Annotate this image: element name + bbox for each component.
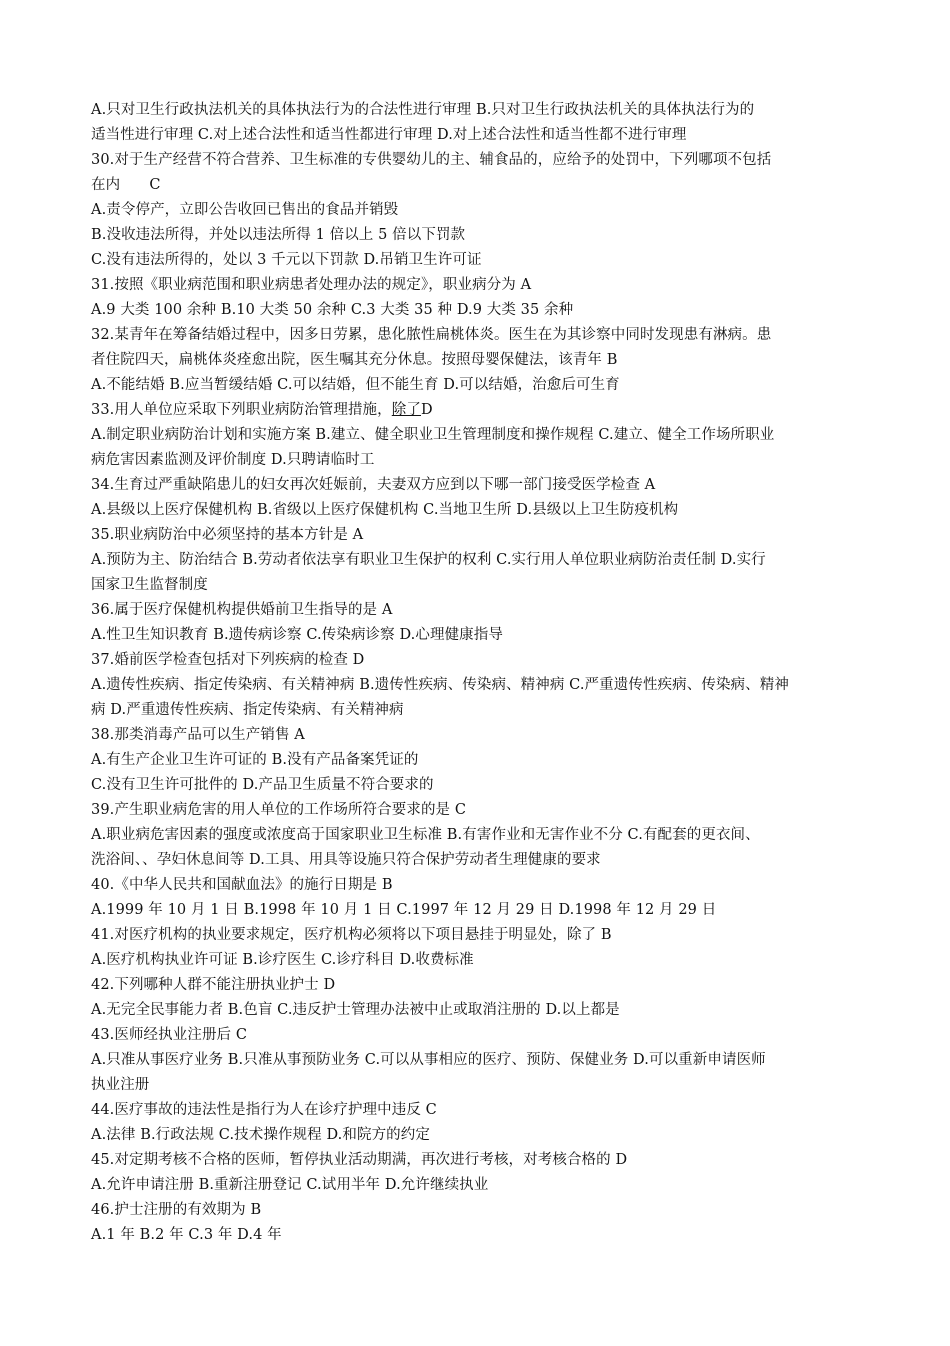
question-44: 44.医疗事故的违法性是指行为人在诊疗护理中违反 C bbox=[91, 1102, 437, 1118]
text-line: 国家卫生监督制度 bbox=[91, 577, 208, 593]
text-line: A.不能结婚 B.应当暂缓结婚 C.可以结婚，但不能生育 D.可以结婚，治愈后可生育 bbox=[91, 377, 620, 393]
text-line: 执业注册 bbox=[91, 1077, 150, 1093]
question-45: 45.对定期考核不合格的医师，暂停执业活动期满，再次进行考核，对考核合格的 D bbox=[91, 1152, 628, 1168]
text-line: A.县级以上医疗保健机构 B.省级以上医疗保健机构 C.当地卫生所 D.县级以上卫生防疫机构 bbox=[91, 502, 679, 518]
text-line: B.没收违法所得，并处以违法所得 1 倍以上 5 倍以下罚款 bbox=[91, 227, 466, 243]
text-line: A.医疗机构执业许可证 B.诊疗医生 C.诊疗科目 D.收费标准 bbox=[91, 952, 474, 968]
question-30: 30.对于生产经营不符合营养、卫生标准的专供婴幼儿的主、辅食品的，应给予的处罚中，下列哪项不包括 bbox=[91, 152, 772, 168]
answer-letter: D bbox=[420, 402, 433, 418]
text-line: A.无完全民事能力者 B.色盲 C.违反护士管理办法被中止或取消注册的 D.以上都是 bbox=[91, 1002, 620, 1018]
question-42: 42.下列哪种人群不能注册执业护士 D bbox=[91, 977, 336, 993]
text-line: A.允许申请注册 B.重新注册登记 C.试用半年 D.允许继续执业 bbox=[91, 1177, 489, 1193]
text-line: A.职业病危害因素的强度或浓度高于国家职业卫生标准 B.有害作业和无害作业不分 C.有配套的更衣间、 bbox=[91, 827, 760, 843]
text-line: 在内 C bbox=[91, 177, 161, 193]
question-43: 43.医师经执业注册后 C bbox=[91, 1027, 248, 1043]
text-line: A.预防为主、防治结合 B.劳动者依法享有职业卫生保护的权利 C.实行用人单位职业病防治责任制 D.实行 bbox=[91, 552, 766, 568]
question-32: 32.某青年在筹备结婚过程中，因多日劳累，患化脓性扁桃体炎。医生在为其诊察中同时发现患有淋病。患 bbox=[91, 327, 772, 343]
document-page bbox=[91, 98, 863, 1248]
question-39: 39.产生职业病危害的用人单位的工作场所符合要求的是 C bbox=[91, 802, 467, 818]
underlined-text: 除了 bbox=[391, 402, 421, 418]
question-31: 31.按照《职业病范围和职业病患者处理办法的规定》，职业病分为 A bbox=[91, 277, 532, 293]
text-line: 病 D.严重遗传性疾病、指定传染病、有关精神病 bbox=[91, 702, 404, 718]
text-line: 适当性进行审理 C.对上述合法性和适当性都进行审理 D.对上述合法性和适当性都不进行审理 bbox=[91, 127, 687, 143]
text-span: 33.用人单位应采取下列职业病防治管理措施， bbox=[91, 402, 392, 418]
text-line: C.没有违法所得的，处以 3 千元以下罚款 D.吊销卫生许可证 bbox=[91, 252, 482, 268]
text-line: A.性卫生知识教育 B.遗传病诊察 C.传染病诊察 D.心理健康指导 bbox=[91, 627, 503, 643]
text-line: A.1 年 B.2 年 C.3 年 D.4 年 bbox=[91, 1227, 282, 1243]
question-38: 38.那类消毒产品可以生产销售 A bbox=[91, 727, 305, 743]
text-line: A.只对卫生行政执法机关的具体执法行为的合法性进行审理 B.只对卫生行政执法机关的具体执法行为的 bbox=[91, 102, 755, 118]
text-line: 洗浴间、、孕妇休息间等 D.工具、用具等设施只符合保护劳动者生理健康的要求 bbox=[91, 852, 601, 868]
text-line: A.只准从事医疗业务 B.只准从事预防业务 C.可以从事相应的医疗、预防、保健业务 D.可以重新申请医师 bbox=[91, 1052, 766, 1068]
text-line: A.制定职业病防治计划和实施方案 B.建立、健全职业卫生管理制度和操作规程 C.建立、健全工作场所职业 bbox=[91, 427, 775, 443]
question-35: 35.职业病防治中必须坚持的基本方针是 A bbox=[91, 527, 364, 543]
text-line: A.9 大类 100 余种 B.10 大类 50 余种 C.3 大类 35 种 D.9 大类 35 余种 bbox=[91, 302, 574, 318]
text-line: 病危害因素监测及评价制度 D.只聘请临时工 bbox=[91, 452, 375, 468]
question-33 bbox=[91, 398, 863, 423]
question-46: 46.护士注册的有效期为 B bbox=[91, 1202, 262, 1218]
question-41: 41.对医疗机构的执业要求规定，医疗机构必须将以下项目悬挂于明显处，除了 B bbox=[91, 927, 612, 943]
text-line: A.责令停产，立即公告收回已售出的食品并销毁 bbox=[91, 202, 399, 218]
text-line: A.遗传性疾病、指定传染病、有关精神病 B.遗传性疾病、传染病、精神病 C.严重遗传性疾病、传染病、精神 bbox=[91, 677, 789, 693]
question-37: 37.婚前医学检查包括对下列疾病的检查 D bbox=[91, 652, 365, 668]
text-line: 者住院四天，扁桃体炎痊愈出院，医生嘱其充分休息。按照母婴保健法，该青年 B bbox=[91, 352, 618, 368]
text-line: C.没有卫生许可批件的 D.产品卫生质量不符合要求的 bbox=[91, 777, 434, 793]
question-34: 34.生育过严重缺陷患儿的妇女再次妊娠前，夫妻双方应到以下哪一部门接受医学检查 A bbox=[91, 477, 656, 493]
text-line: A.法律 B.行政法规 C.技术操作规程 D.和院方的约定 bbox=[91, 1127, 430, 1143]
text-line: A.1999 年 10 月 1 日 B.1998 年 10 月 1 日 C.1997 年 12 月 29 日 D.1998 年 12 月 29 日 bbox=[91, 902, 717, 918]
text-line: A.有生产企业卫生许可证的 B.没有产品备案凭证的 bbox=[91, 752, 419, 768]
question-40: 40.《中华人民共和国献血法》的施行日期是 B bbox=[91, 877, 393, 893]
question-36: 36.属于医疗保健机构提供婚前卫生指导的是 A bbox=[91, 602, 393, 618]
